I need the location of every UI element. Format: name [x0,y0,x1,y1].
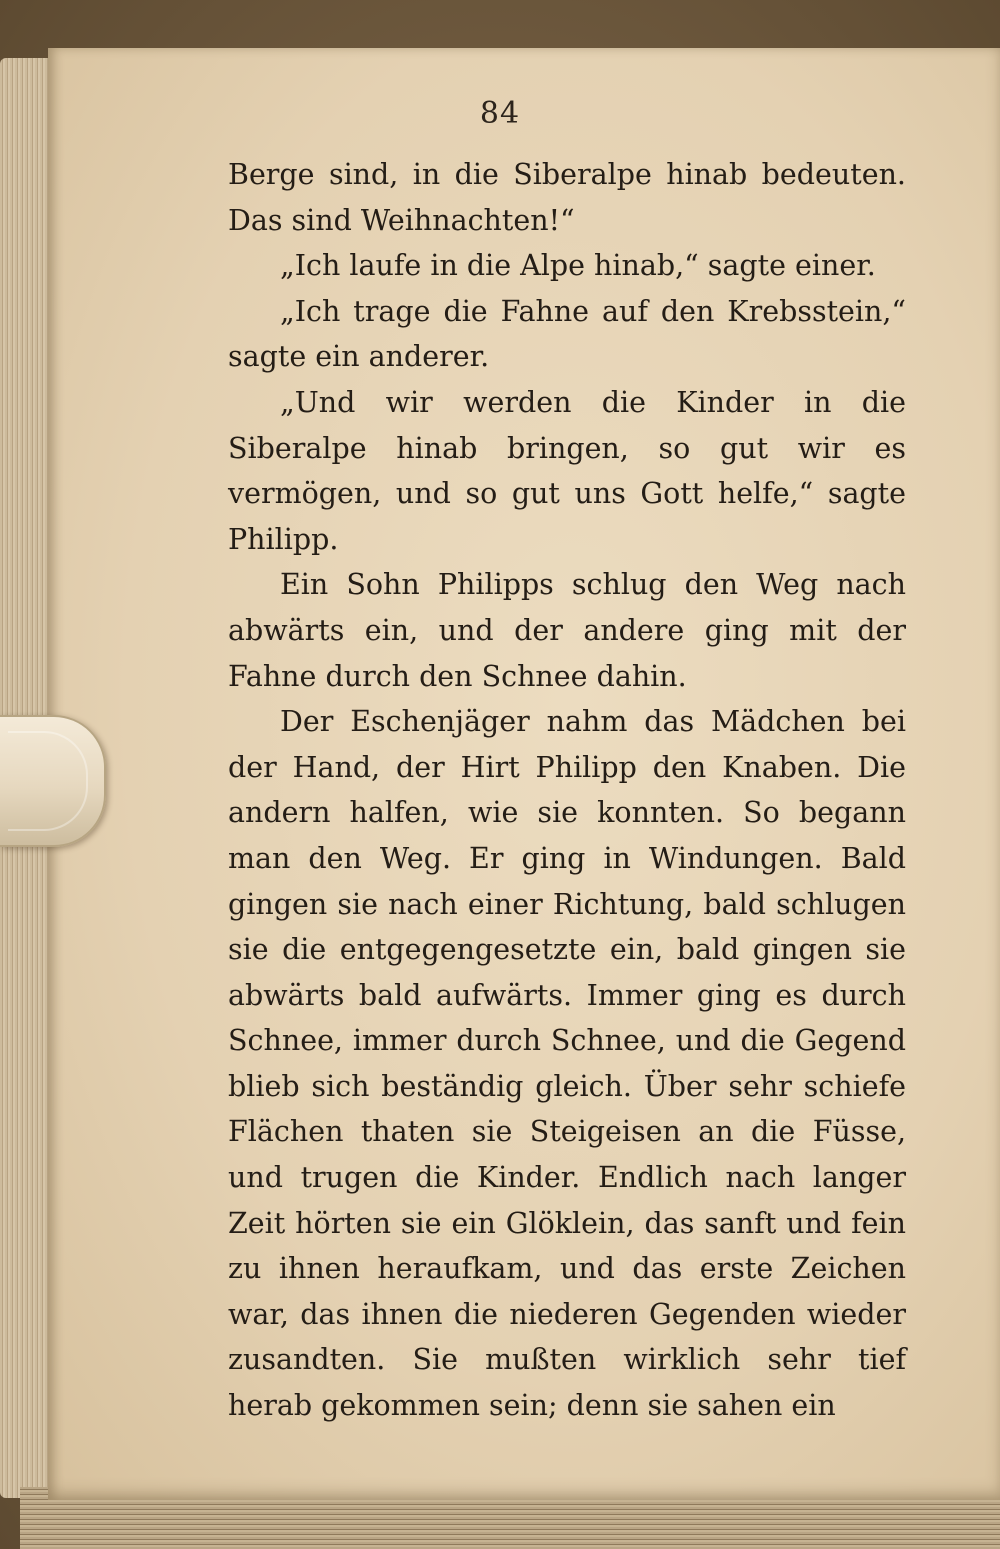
paragraph: Ein Sohn Philipps schlug den Weg nach abwärts ein, und der andere ging mit der Fahne durch den Schnee dahin. [228,568,906,693]
page-number: 84 [479,96,521,131]
paragraph: „Ich trage die Fahne auf den Krebsstein,“ sagte ein anderer. [228,294,906,374]
paragraph: „Und wir werden die Kinder in die Siberalpe hinab bringen, so gut wir es vermögen, und so gut uns Gott helfe,“ sagte Philipp. [228,385,906,556]
paragraph: Berge sind, in die Siberalpe hinab bedeuten. Das sind Weihnachten!“ [228,158,906,237]
paragraph: Der Eschenjäger nahm das Mädchen bei der Hand, der Hirt Philipp den Knaben. Die andern halfen, wie sie konnten. So begann man den Weg. Er ging in Windungen. Bald gingen sie nach einer Richtung, bald schlugen sie die entgegengesetzte ein, bald gingen sie abwärts bald aufwärts. Immer ging es durch Schnee, immer durch Schnee, und die Gegend blieb sich beständig gleich. Über sehr schiefe Flächen thaten sie Steigeisen an die Füsse, und trugen die Kinder. Endlich nach langer Zeit hörten sie ein Glöklein, das sanft und fein zu ihnen heraufkam, und das erste Zeichen war, das ihnen die niederen Gegenden wieder zusandten. Sie mußten wirklich sehr tief herab gekommen sein; denn sie sahen ein [228,705,906,1423]
body-text [228,152,906,1429]
bookmark-tab[interactable] [0,715,106,847]
paragraph: „Ich laufe in die Alpe hinab,“ sagte einer. [280,249,876,283]
